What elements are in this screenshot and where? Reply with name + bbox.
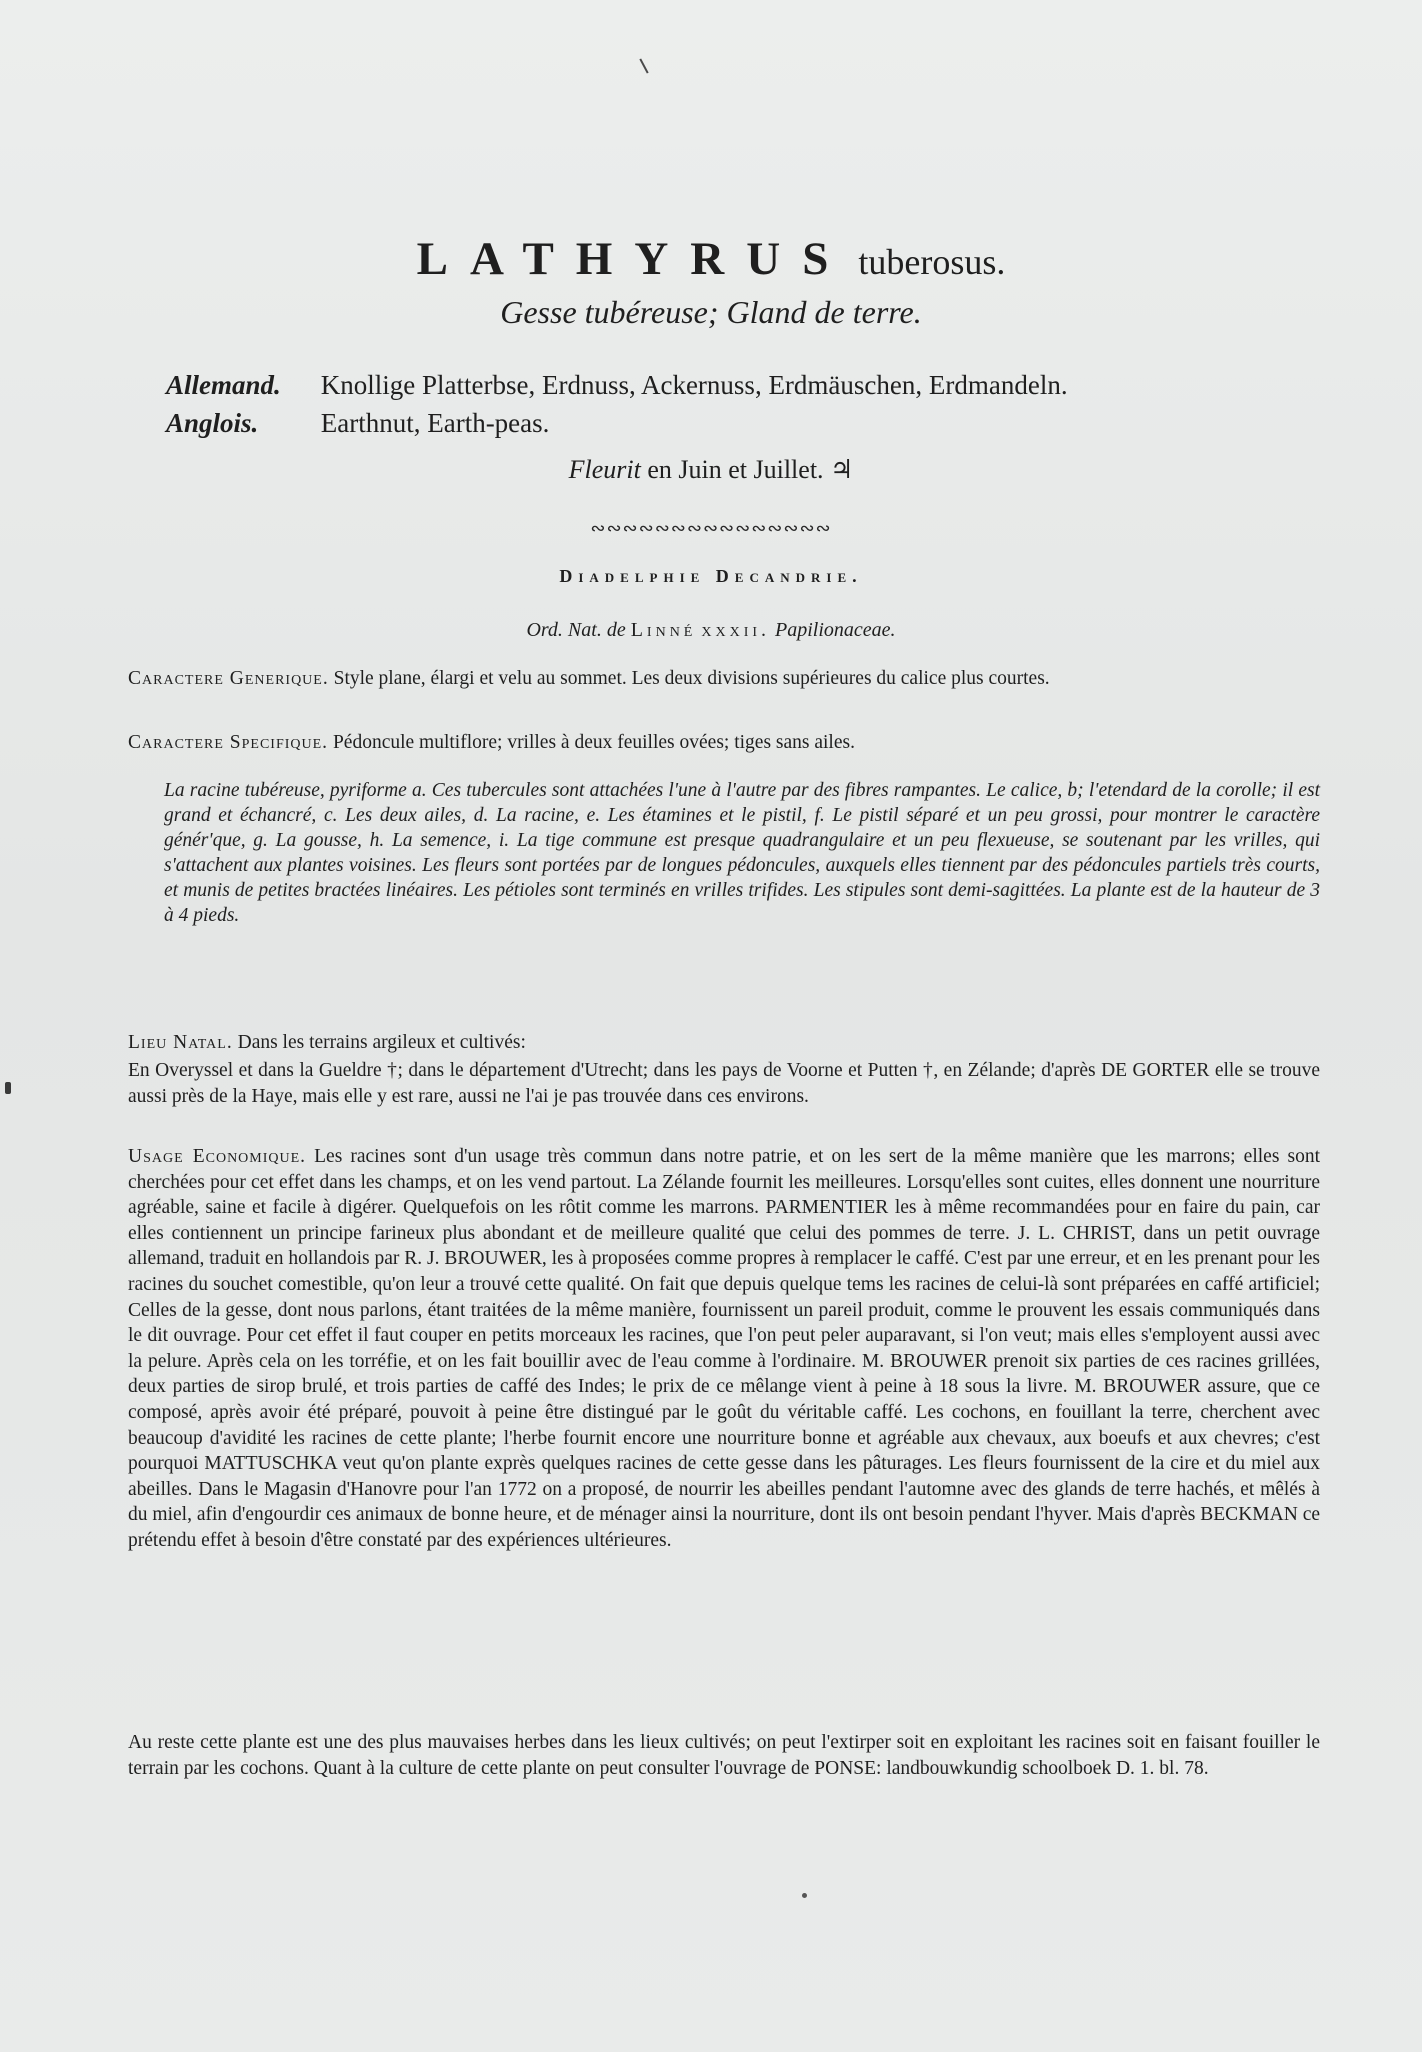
natural-order — [0, 619, 1422, 642]
section-label: Caractere Specifique. — [128, 732, 329, 753]
native-habitat-heading — [128, 1030, 1320, 1056]
ink-mark — [639, 58, 648, 73]
linnaean-class: Diadelphie Decandrie. — [559, 566, 863, 586]
english-names-row — [166, 408, 549, 439]
ink-mark — [802, 1893, 807, 1898]
flowering-lead: Fleurit — [568, 455, 641, 484]
vernacular-names: Knollige Platterbse, Erdnuss, Ackernuss, Erdmäuschen, Erdmandeln. — [320, 370, 1068, 400]
ink-mark — [5, 1082, 11, 1094]
ornament-divider: ∾∾∾∾∾∾∾∾∾∾∾∾∾∾∾ — [590, 518, 832, 538]
closing-paragraph: Au reste cette plante est une des plus mauvaises herbes dans les lieux cultivés; on peut l'extirper soit en exploitant les racines soit en faisant fouiller le terrain par les cochons. Quant à la culture de cette plante on peut consulter l'ouvrage de PONSE: landbouwkundig schoolboek D. 1. bl. 78. — [128, 1732, 1320, 1779]
language-label: Anglois. — [166, 408, 259, 438]
section-intro: Dans les terrains argileux et cultivés: — [237, 1032, 526, 1053]
species-name: tuberosus. — [858, 242, 1006, 282]
language-label: Allemand. — [166, 370, 281, 400]
generic-character — [128, 666, 1320, 692]
page-title — [0, 232, 1422, 286]
french-common-name: Gesse tubéreuse; Gland de terre. — [500, 294, 922, 330]
genus-name: LATHYRUS — [416, 233, 851, 285]
flowering-line — [0, 455, 1422, 485]
section-label: Caractere Generique. — [128, 668, 329, 689]
section-label: Lieu Natal. — [128, 1032, 233, 1053]
section-label: Usage Economique. — [128, 1146, 307, 1167]
vernacular-names: Earthnut, Earth-peas. — [320, 408, 550, 438]
order-prefix: Ord. Nat. de — [526, 619, 626, 641]
order-number: xxxii. — [701, 619, 771, 641]
plate-description: La racine tubéreuse, pyriforme a. Ces tubercules sont attachées l'une à l'autre par des fibres rampantes. Le calice, b; l'etendard de la corolle; il est grand et échancré, c. Les deux ailes, d. La racine, e. Les étamines et le pistil, f. Le pistil séparé et un peu grossi, pour montrer le caractère génér'que, g. La gousse, h. La semence, i. La tige commune est presque quadrangulaire et un peu flexueuse, se soutenant par les vrilles, qui s'attachent aux plantes voisines. Les fleurs sont portées par de longues pédoncules, auxquels elles tiennent par des pédoncules partiels très courts, et munis de petites bractées linéaires. Les pétioles sont terminés en vrilles trifides. Les stipules sont demi-sagittées. La plante est de la hauteur de 3 à 4 pieds. — [164, 780, 1320, 926]
flowering-text: en Juin et Juillet. ♃ — [647, 455, 854, 484]
native-habitat-text: En Overyssel et dans la Gueldre †; dans le département d'Utrecht; dans les pays de Voorne et Putten †, en Zélande; d'après DE GORTER elle se trouve aussi près de la Haye, mais elle y est rare, aussi ne l'ai je pas trouvée dans ces environs. — [128, 1060, 1320, 1107]
order-family: Papilionaceae. — [775, 619, 896, 641]
section-text: Style plane, élargi et velu au sommet. Les deux divisions supérieures du calice plus courtes. — [333, 668, 1050, 689]
german-names-row — [166, 370, 1068, 401]
order-author: Linné — [630, 619, 697, 641]
economic-usage — [128, 1144, 1320, 1554]
section-text: Les racines sont d'un usage très commun dans notre patrie, et on les sert de la même manière que les marrons; elles sont cherchées pour cet effet dans les champs, et on les vend partout. La Zélande fournit les meilleures. Lorsqu'elles sont cuites, elles donnent une nourriture agréable, saine et facile à digérer. Quelquefois on les rôtit comme les marrons. PARMENTIER les à même recommandées pour en faire du pain, car elles contiennent un principe farineux plus abondant et de meilleure qualité que celui des pommes de terre. J. L. CHRIST, dans un petit ouvrage allemand, traduit en hollandois par R. J. BROUWER, les à proposées comme propres à remplacer le caffé. C'est par une erreur, et en les prenant pour les racines du souchet comestible, qu'on leur a trouvé cette qualité. On fait que depuis quelque tems les racines de celui-là sont préparées en caffé artificiel; Celles de la gesse, dont nous parlons, étant traitées de la même manière, fournissent un pareil produit, comme le prouvent les essais communiqués dans le dit ouvrage. Pour cet effet il faut couper en petits morceaux les racines, que l'on peut peler auparavant, si l'on veut; mais elles s'employent aussi avec la pelure. Après cela on les torréfie, et on les fait bouillir avec de l'eau comme à l'ordinaire. M. BROUWER prenoit six parties de ces racines grillées, deux parties de sirop brulé, et trois parties de caffé des Indes; le prix de ce mêlange vient à peine à 18 sous la livre. M. BROUWER assure, que ce composé, après avoir été préparé, pouvoit à peine être distingué par le goût du véritable caffé. Les cochons, en fouillant la terre, cherchent avec beaucoup d'avidité les racines de cette plante; l'herbe fournit encore une nourriture bonne et agréable aux chevaux, aux boeufs et aux chevres; c'est pourquoi MATTUSCHKA veut qu'on plante exprès quelques racines de cette gesse dans les pâturages. Les fleurs fournissent de la cire et du miel aux abeilles. Dans le Magasin d'Hanovre pour l'an 1772 on a proposé, de nourrir les abeilles pendant l'automne avec des glands de terre hachés, et mêlés à du miel, afin d'engourdir ces animaux de bonne heure, et de ménager ainsi la nourriture, dont ils ont besoin pendant l'hyver. Mais d'après BECKMAN ce prétendu effet à besoin d'être constaté par des expériences ultérieures. — [128, 1146, 1320, 1551]
section-text: Pédoncule multiflore; vrilles à deux feuilles ovées; tiges sans ailes. — [332, 732, 855, 753]
specific-character — [128, 730, 1320, 756]
